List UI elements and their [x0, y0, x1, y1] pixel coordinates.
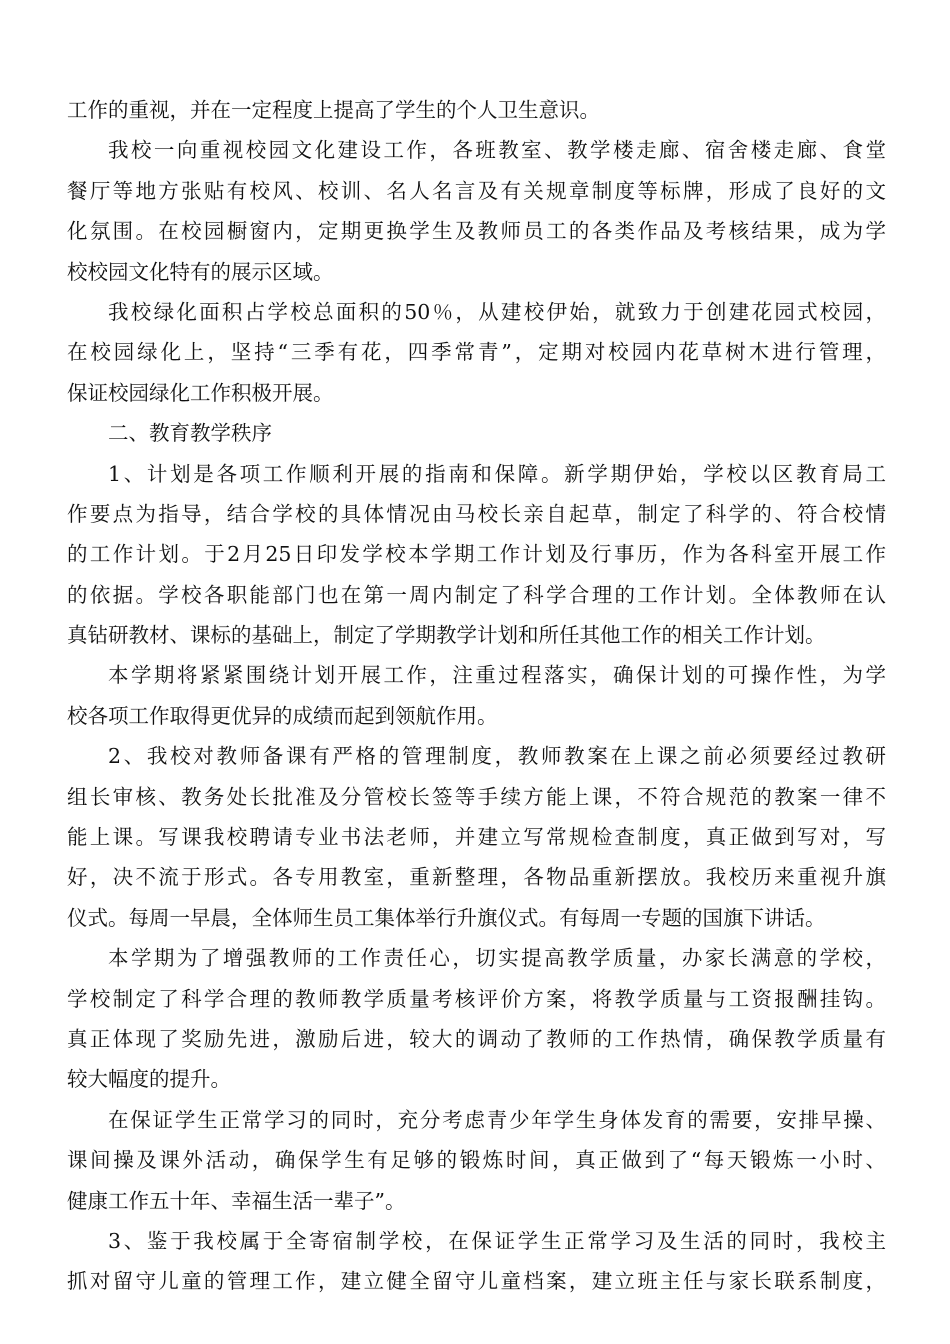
text-line: 抓对留守儿童的管理工作，建立健全留守儿童档案，建立班主任与家长联系制度，: [67, 1269, 886, 1294]
text-line: 的依据。学校各职能部门也在第一周内制定了科学合理的工作计划。全体教师在认: [67, 582, 886, 607]
text-line: 在保证学生正常学习的同时，充分考虑青少年学生身体发育的需要，安排早操、: [108, 1107, 886, 1132]
text-line: 作要点为指导，结合学校的具体情况由马校长亲自起草，制定了科学的、符合校情: [67, 501, 886, 526]
text-line: 仪式。每周一早晨，全体师生员工集体举行升旗仪式。有每周一专题的国旗下讲话。: [67, 905, 826, 930]
text-line: 二、教育教学秩序: [108, 421, 272, 446]
text-line: 2、我校对教师备课有严格的管理制度，教师教案在上课之前必须要经过教研: [108, 744, 886, 769]
text-line: 真钻研教材、课标的基础上，制定了学期教学计划和所任其他工作的相关工作计划。: [67, 623, 826, 648]
text-line: 真正体现了奖励先进，激励后进，较大的调动了教师的工作热情，确保教学质量有: [67, 1026, 886, 1051]
text-line: 校各项工作取得更优异的成绩而起到领航作用。: [67, 703, 498, 728]
text-line: 能上课。写课我校聘请专业书法老师，并建立写常规检查制度，真正做到写对，写: [67, 825, 886, 850]
text-line: 本学期将紧紧围绕计划开展工作，注重过程落实，确保计划的可操作性，为学: [108, 663, 886, 688]
text-line: 较大幅度的提升。: [67, 1067, 231, 1092]
text-line: 我校绿化面积占学校总面积的50％，从建校伊始，就致力于创建花园式校园，: [108, 299, 886, 324]
text-line: 本学期为了增强教师的工作责任心，切实提高教学质量，办家长满意的学校，: [108, 946, 886, 971]
text-line: 我校一向重视校园文化建设工作，各班教室、教学楼走廊、宿舍楼走廊、食堂: [108, 138, 886, 163]
text-line: 在校园绿化上，坚持“三季有花，四季常青”，定期对校园内花草树木进行管理，: [67, 340, 886, 365]
text-line: 餐厅等地方张贴有校风、校训、名人名言及有关规章制度等标牌，形成了良好的文: [67, 178, 886, 203]
text-line: 1、计划是各项工作顺利开展的指南和保障。新学期伊始，学校以区教育局工: [108, 461, 886, 486]
text-line: 校校园文化特有的展示区域。: [67, 259, 334, 284]
text-line: 健康工作五十年、幸福生活一辈子”。: [67, 1188, 406, 1213]
text-line: 工作的重视，并在一定程度上提高了学生的个人卫生意识。: [67, 98, 600, 122]
text-line: 保证校园绿化工作积极开展。: [67, 380, 334, 405]
text-line: 3、鉴于我校属于全寄宿制学校，在保证学生正常学习及生活的同时，我校主: [108, 1228, 886, 1253]
text-line: 好，决不流于形式。各专用教室，重新整理，各物品重新摆放。我校历来重视升旗: [67, 865, 886, 890]
text-line: 的工作计划。于2月25日印发学校本学期工作计划及行事历，作为各科室开展工作: [67, 542, 886, 567]
text-line: 组长审核、教务处长批准及分管校长签等手续方能上课，不符合规范的教案一律不: [67, 784, 886, 809]
text-line: 化氛围。在校园橱窗内，定期更换学生及教师员工的各类作品及考核结果，成为学: [67, 219, 886, 244]
text-line: 课间操及课外活动，确保学生有足够的锻炼时间，真正做到了“每天锻炼一小时、: [67, 1148, 886, 1173]
text-line: 学校制定了科学合理的教师教学质量考核评价方案，将教学质量与工资报酬挂钩。: [67, 986, 886, 1011]
